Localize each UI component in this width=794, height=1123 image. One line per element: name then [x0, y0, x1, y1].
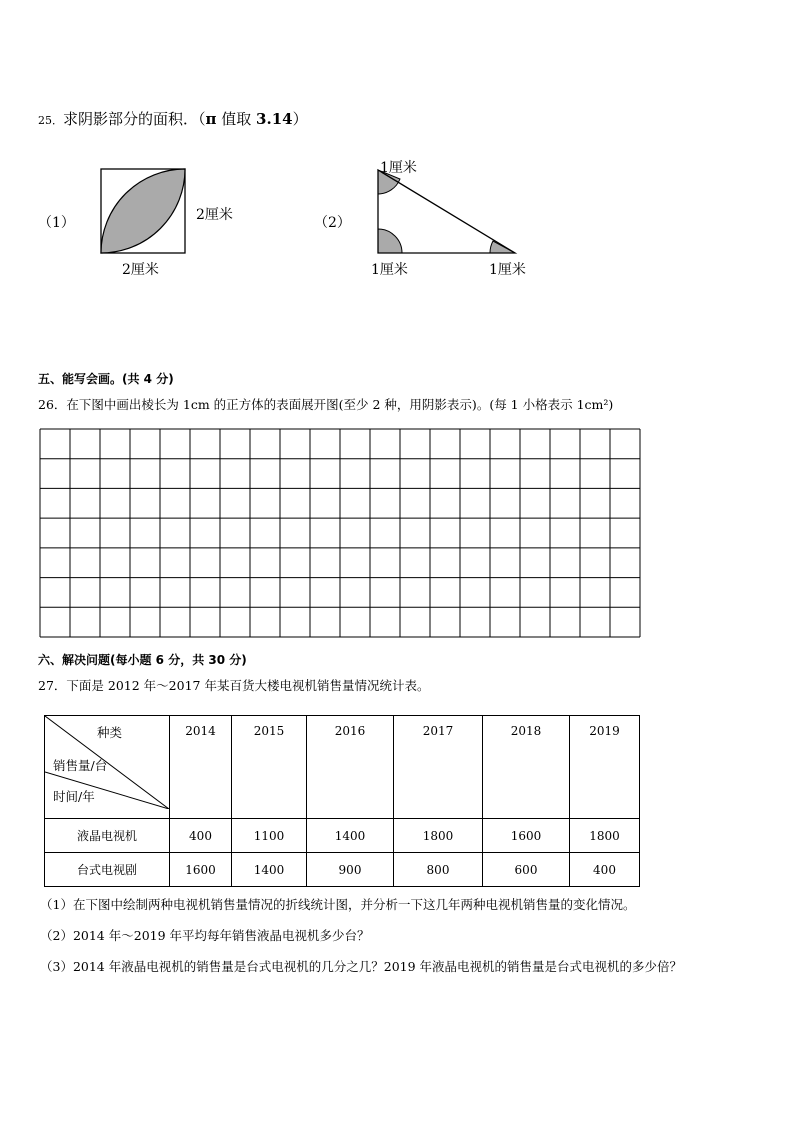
year-header: 2016	[307, 716, 394, 819]
sales-statistics-table	[44, 715, 640, 887]
table-cell: 400	[570, 853, 640, 887]
figure-2-bottom-right-label: 1厘米	[489, 262, 526, 278]
year-header: 2018	[483, 716, 570, 819]
sub-question-2: （2）2014 年～2019 年平均每年销售液晶电视机多少台？	[40, 928, 370, 943]
figure-1-bottom-label: 2厘米	[122, 262, 159, 278]
table-cell: 800	[394, 853, 483, 887]
pi-value: 3.14	[256, 110, 293, 128]
table-cell: 900	[307, 853, 394, 887]
question-27: 27．下面是 2012 年～2017 年某百货大楼电视机销售量情况统计表。	[38, 678, 430, 693]
figure-1-side-label: 2厘米	[196, 207, 233, 223]
sub-question-1: （1）在下图中绘制两种电视机销售量情况的折线统计图，并分析一下这几年两种电视机销售量的变化情况。	[40, 897, 636, 912]
table-cell: 1400	[307, 819, 394, 853]
figure-2-top-label: 1厘米	[380, 160, 417, 176]
table-cell: 400	[170, 819, 232, 853]
table-cell: 600	[483, 853, 570, 887]
year-header: 2015	[232, 716, 307, 819]
table-cell: 1600	[483, 819, 570, 853]
table-header-row	[45, 716, 640, 819]
question-26: 26．在下图中画出棱长为 1cm 的正方体的表面展开图(至少 2 种，用阴影表示)。(每 1 小格表示 1cm²)	[38, 397, 614, 412]
year-header: 2017	[394, 716, 483, 819]
table-corner-cell	[45, 716, 170, 819]
table-cell: 1600	[170, 853, 232, 887]
row-label: 液晶电视机	[45, 819, 170, 853]
sub-question-3: （3）2014 年液晶电视机的销售量是台式电视机的几分之几？2019 年液晶电视机的销售量是台式电视机的多少倍？	[40, 959, 683, 974]
corner-type-label: 种类	[97, 725, 123, 740]
corner-time-label: 时间/年	[53, 789, 95, 804]
shaded-leaf	[101, 169, 185, 253]
question-number: 25．	[38, 114, 63, 127]
question-text: 求阴影部分的面积．（	[63, 110, 206, 128]
figure-1-leaf-diagram	[96, 164, 196, 264]
year-header: 2014	[170, 716, 232, 819]
table-row	[45, 853, 640, 887]
bottom-left-sector	[378, 229, 402, 253]
table-cell: 1800	[570, 819, 640, 853]
table-cell: 1100	[232, 819, 307, 853]
question-25	[38, 108, 308, 129]
section-6-heading: 六、解决问题(每小题 6 分，共 30 分)	[38, 653, 247, 667]
question-text-tail: 值取	[216, 110, 257, 128]
table-cell: 1800	[394, 819, 483, 853]
close-paren: ）	[292, 110, 308, 128]
corner-sales-label: 销售量/台	[53, 758, 108, 773]
year-header: 2019	[570, 716, 640, 819]
figure-2-bottom-left-label: 1厘米	[371, 262, 408, 278]
section-5-heading: 五、能写会画。(共 4 分)	[38, 372, 174, 386]
figure-2-label: （2）	[314, 215, 351, 231]
drawing-grid[interactable]	[39, 428, 641, 638]
figure-2-triangle-diagram	[370, 164, 530, 260]
table-cell: 1400	[232, 853, 307, 887]
table-row	[45, 819, 640, 853]
row-label: 台式电视剧	[45, 853, 170, 887]
figure-1-label: （1）	[38, 215, 75, 231]
pi-symbol: π	[205, 110, 217, 128]
